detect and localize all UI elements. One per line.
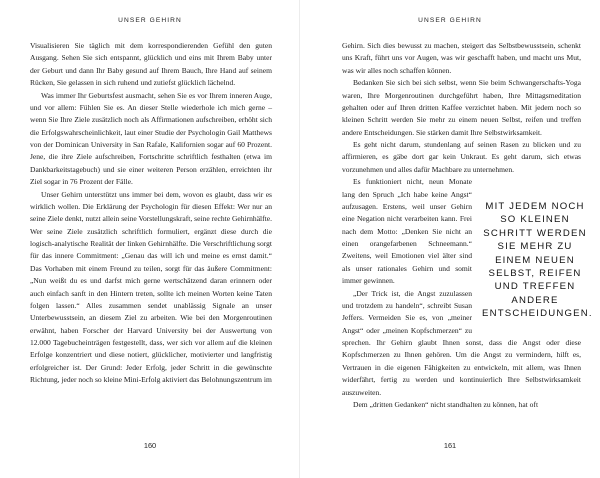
paragraph: Was immer Ihr Geburtsfest ausmacht, sehen Sie es vor Ihrem inneren Auge, und vor allem: Fühlen Sie es. An dieser Stelle wiederhole ich mich gerne – wenn Sie Ihre Ziele zusätzlich noch als Affirmationen aufschreiben, erhöht sich die Erfolgswahrscheinlichkeit, laut einer Studie der Psychologin Gail Matthews von der Dominican University in San Rafale, Kalifornien sogar auf 60 Prozent. Jene, die ihre Ziele aufschreiben, Fortschritte schriftlich festhalten (etwa im Dankbarkeitstagebuch) und sie einer weiteren Person erzählen, erreichten ihr Ziel sogar in 76 Prozent der Fälle. bbox=[30, 90, 272, 187]
paragraph: Es geht nicht darum, stundenlang auf seinen Rasen zu blicken und zu affirmieren, es gäbe dort gar kein Unkraut. Es geht darum, sich etwas vorzunehmen und alles dafür Machbare zu unternehmen. bbox=[342, 140, 581, 174]
paragraph: „Der Trick ist, die Angst zuzulassen und trotzdem zu handeln“, schreibt Susan Jeffers. Vermeiden Sie es, von „meiner Angst“ oder „meinen Kopfschmerzen“ zu sprechen. Ihr Gehirn glaubt Ihnen sonst, dass die Angst oder diese Kopfschmerzen zu Ihnen gehören. Um die Angst zu vermindern, hilft es, Vertrauen in die eigenen Fähigkeiten zu entwickeln, mit allem, was Ihnen widerfährt, fertig zu werden und kontinuierlich Ihre Selbstwirksamkeit auszuweiten. bbox=[342, 288, 581, 397]
page-number: 160 bbox=[143, 441, 157, 450]
paragraph: Dem „dritten Gedanken“ nicht standhalten zu können, hat oft bbox=[353, 399, 539, 409]
paragraph: Es funktioniert nicht, neun Monate lang den Spruch „Ich habe keine Angst“ aufzusagen. Erstens, weil unser Gehirn eine Negation nicht verarbeiten kann. Frei nach dem Motto: „Denken Sie nicht an einen orangefarbenen Schneemann.“ Zweitens, weil Emotionen viel älter sind als unser rationales Gehirn und somit immer gewinnen. bbox=[342, 177, 472, 286]
running-head: UNSER GEHIRN bbox=[418, 17, 482, 24]
running-head: UNSER GEHIRN bbox=[118, 17, 182, 24]
page-number: 161 bbox=[443, 441, 457, 450]
paragraph: Gehirn. Sich dies bewusst zu machen, steigert das Selbstbewusstsein, schenkt uns Kraft, führt uns vor Augen, was wir geschafft haben, und macht uns Mut, was wir alles noch schaffen können. bbox=[342, 41, 581, 75]
right-page bbox=[300, 0, 600, 478]
pull-quote: MIT JEDEM NOCH SO KLEINEN SCHRITT WERDEN SIE MEHR ZU EINEM NEUEN SELBST, REIFEN UND TREFFEN ANDERE ENTSCHEIDUNGEN. bbox=[482, 201, 593, 320]
paragraph: Visualisieren Sie täglich mit dem korrespondierenden Gefühl den guten Ausgang. Sehen Sie sich entspannt, glücklich und eins mit Ihrem Baby unter der Geburt und dann Ihr Baby gesund auf Ihrem Bauch, Ihre Hand auf seinem Rücken, Sie gelassen in sich ruhend und zutiefst glücklich lächelnd. bbox=[30, 41, 272, 88]
paragraph: Unser Gehirn unterstützt uns immer bei dem, wovon es glaubt, dass wir es wirklich wollen. Die Erklärung der Psychologin für diesen Effekt: Wer nur an seine Ziele denkt, nutzt allein seine Vorstellungskraft, seine rechte Gehirnhälfte. Wer seine Ziele zusätzlich schriftlich formuliert, ergänzt diese durch die logisch-analytische Realität der linken Gehirnhälfte. Die Verschriftlichung sorgt für das innere Commitment: „Genau das will ich und meine es ernst damit.“ Das Vorhaben mit einem Freund zu teilen, sorgt für das äußere Commitment: „Nun weißt du es und darfst mich gerne wertschätzend daran erinnern oder auch einfach sanft in den Hintern treten, sollte ich meinen Worten keine Taten folgen lassen.“ Alles zusammen sendet unablässig Signale an unser Unterbewusstsein, an diesem Ziel zu arbeiten. Wie bei den Morgenroutinen erwähnt, haben Forscher der Harvard University bei der Auswertung von 12.000 Tagebucheinträgen festgestellt, dass, wer sich vor allem auf die kleinen Erfolge konzentriert und diese notiert, glücklicher, motivierter und langfristig erfolgreicher ist. Der Grund: Jeder Erfolg, jeder Schritt in die gewünschte Richtung, jeder noch so kleine Mini-Erfolg aktiviert das Belohnungszentrum im bbox=[30, 189, 272, 385]
paragraph: Bedanken Sie sich bei sich selbst, wenn Sie beim Schwangerschafts-Yoga waren, Ihre Morgenroutinen durchgeführt haben, Ihre Mittagsmeditation gehalten oder auf Ihren dritten Kaffee verzichtet haben. Mit jedem noch so kleinen Schritt werden Sie mehr zu einem neuen Selbst, reifen und treffen andere Entscheidungen. Sie stärken damit Ihre Selbstwirksamkeit. bbox=[342, 78, 581, 137]
body-text bbox=[30, 40, 272, 387]
